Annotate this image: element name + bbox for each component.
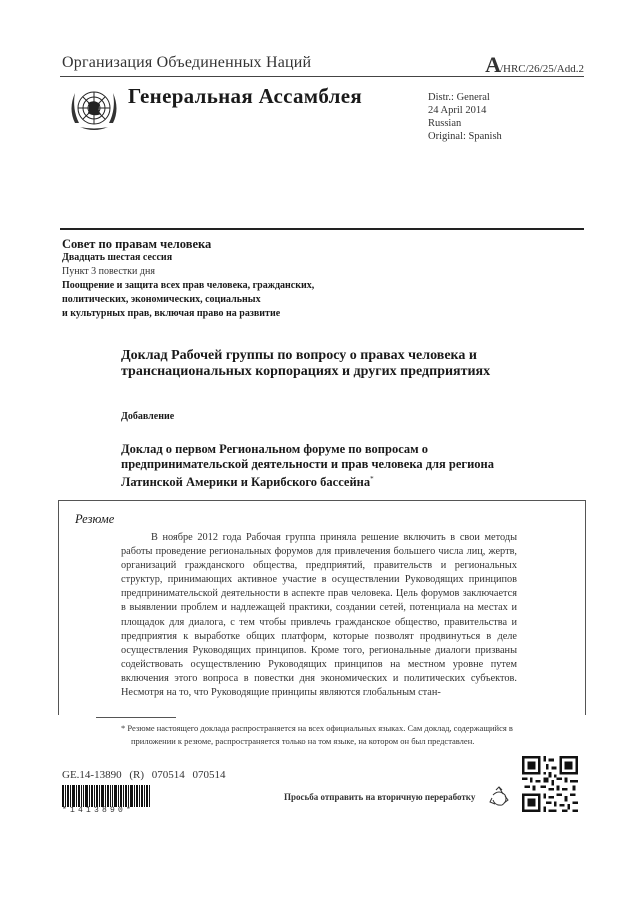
qr-code-icon [522, 756, 578, 812]
footnote: * Резюме настоящего доклада распространяется на всех официальных языках. Сам доклад, содержащийся в приложении к резюме, распространяется только на том языке, на котором он был представлен. [121, 723, 513, 746]
summary-label: Резюме [75, 512, 115, 526]
header-rule [60, 76, 584, 77]
language-line: Russian [428, 118, 462, 129]
council-block [62, 237, 314, 321]
council-name: Совет по правам человека [62, 237, 212, 251]
footnote-rule [96, 717, 176, 718]
report-subtitle [121, 442, 521, 490]
barcode-icon [62, 785, 150, 807]
document-symbol [485, 52, 584, 78]
original-line: Original: Spanish [428, 131, 502, 142]
agenda-title-line: политических, экономических, социальных [62, 294, 261, 305]
symbol-rest: /HRC/26/25/Add.2 [499, 63, 584, 75]
date-line: 24 April 2014 [428, 105, 487, 116]
report-title: Доклад Рабочей группы по вопросу о правах человека и транснациональных корпорациях и других предприятиях [121, 348, 491, 379]
job-number: GE.14-13890 (R) 070514 070514 [62, 769, 226, 781]
agenda-title-line: и культурных прав, включая право на развитие [62, 308, 281, 319]
section-rule [60, 228, 584, 230]
recycle-text: Просьба отправить на вторичную переработку [284, 792, 476, 802]
organization-name: Организация Объединенных Наций [62, 54, 312, 71]
subtitle-text: Доклад о первом Региональном форуме по вопросам о предпринимательской деятельности и прав человека для региона Латинской Америки и Карибского бассейна [121, 442, 495, 490]
addendum-label: Добавление [121, 411, 175, 422]
body-name: Генеральная Ассамблея [128, 84, 363, 108]
distr-line: Distr.: General [428, 92, 490, 103]
footnote-marker: * [370, 475, 374, 483]
session: Двадцать шестая сессия [62, 252, 173, 263]
un-emblem-icon [66, 83, 122, 135]
barcode-number: *1413890* [62, 806, 135, 815]
distribution-block [428, 91, 502, 143]
symbol-prefix: A [485, 52, 500, 77]
agenda-title-line: Поощрение и защита всех прав человека, гражданских, [62, 280, 315, 291]
summary-text: В ноябре 2012 года Рабочая группа приняла решение включить в свои методы работы проведение региональных форумов для привлечения большего числа лиц, жертв, организаций гражданского общества, предприятий, правительств и региональных структур, принимающих активное участие в осуществлении Руководящих принципов предпринимательской деятельности в аспекте прав человека. Цель форумов заключается в выявлении проблем и надлежащей практики, создании сетей, потенциала на местах и площадок для диалога, с тем чтобы привлечь гражданское общество, правительства и предприятия к выработке общих платформ, которые позволят продвинуться в деле осуществления Руководящих принципов. Кроме того, региональные диалоги призваны содействовать осуществлению Руководящих принципов на местном уровне путем включения этого вопроса в повестки дня экономических и политических субъектов. Несмотря на то, что Руководящие принципы являются глобальным стан- [121, 532, 517, 699]
agenda-item: Пункт 3 повестки дня [62, 266, 155, 277]
recycle-icon [488, 786, 510, 808]
